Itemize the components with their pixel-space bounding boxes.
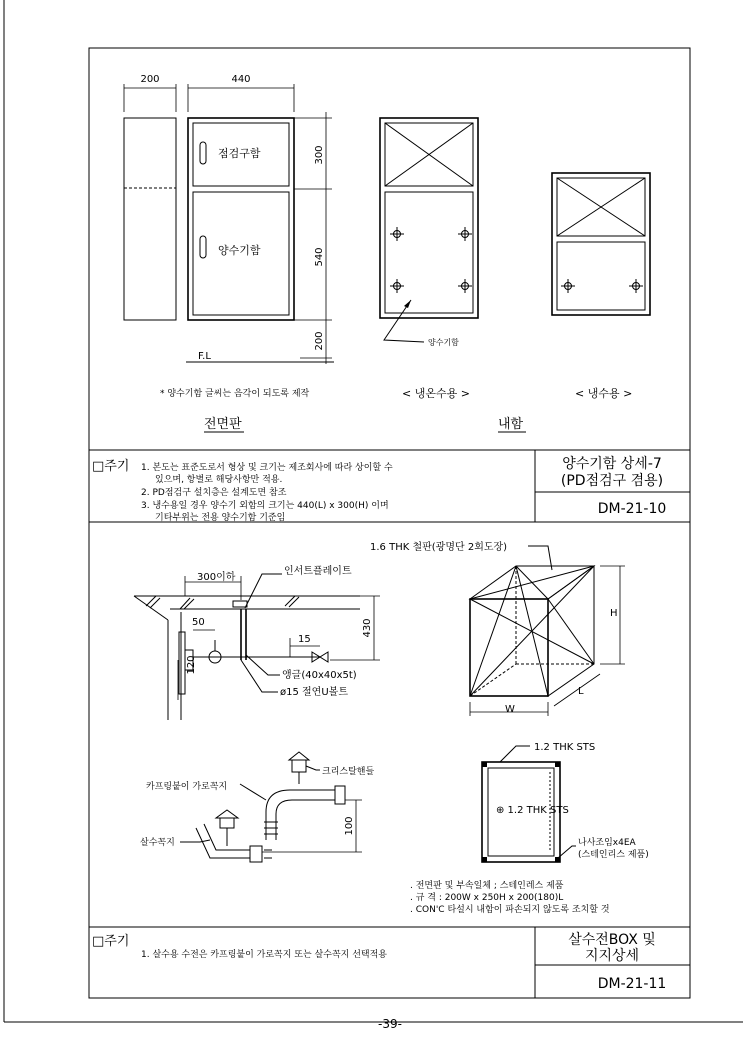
bracket-detail: [134, 574, 380, 720]
dim-300: 300이하: [197, 572, 236, 583]
top-drawing-number: DM-21-10: [597, 501, 667, 517]
inner-box-cold: [552, 173, 650, 315]
label-crystal-handle: 크리스탈핸들: [322, 767, 375, 777]
dim-side-width: 200: [140, 74, 160, 85]
dim-w: W: [505, 704, 515, 715]
top-note-line-2: 있으며, 항별로 해당사항만 적용.: [155, 475, 283, 485]
front-panel-drawing: [124, 74, 334, 364]
label-steel-plate: 1.6 THK 철판(광명단 2회도장): [370, 542, 508, 553]
dim-front-width: 440: [231, 74, 251, 85]
dim-floor-height: 200: [314, 331, 325, 351]
top-note-line-3: 2. PD점검구 설치층은 설계도면 참조: [141, 488, 287, 498]
box-3d: [470, 546, 625, 716]
dim-15: 15: [298, 634, 311, 645]
dim-l: L: [578, 686, 584, 697]
label-screw-2: (스테인리스 제품): [578, 850, 649, 860]
bottom-title-line-2: 지지상세: [584, 948, 640, 964]
label-coupling-faucet: 카프링붙이 가로꼭지: [146, 782, 228, 792]
bottom-title-line-1: 살수전BOX 및: [568, 932, 656, 948]
front-panel-caption: 전면판: [204, 417, 242, 432]
upper-door-label: 점검구함: [218, 147, 261, 160]
label-sts-mid: ⊕ 1.2 THK STS: [496, 805, 569, 816]
top-note-line-1: 1. 본도는 표준도로서 형상 및 크기는 제조회사에 따라 상이할 수: [141, 463, 393, 473]
inner-box-leader-label: 양수기함: [428, 338, 459, 347]
label-sts-top: 1.2 THK STS: [534, 742, 596, 753]
upper-door-handle: [200, 142, 206, 164]
spec-note-2: . 규 격 : 200W x 250H x 200(180)L: [410, 893, 564, 903]
dim-430: 430: [362, 618, 373, 638]
dim-upper-height: 300: [314, 145, 325, 165]
label-screw-1: 나사조임x4EA: [578, 838, 636, 848]
top-note-line-5: 기타부위는 전용 양수기함 기준임: [155, 513, 286, 523]
box-front: [482, 746, 576, 862]
spec-note-1: . 전면판 및 부속일체 ; 스테인레스 제품: [410, 881, 564, 891]
spec-note-3: . CON'C 타설시 내함이 파손되지 않도록 조치할 것: [410, 905, 610, 915]
bottom-drawing-number: DM-21-11: [597, 976, 667, 992]
dim-120: 120: [186, 655, 197, 675]
top-note-line-4: 3. 냉수용일 경우 양수기 외함의 크기는 440(L) x 300(H) 이며: [141, 501, 389, 511]
inner-box-heating: [380, 118, 478, 342]
label-ubolt: ø15 절연U볼트: [280, 687, 348, 698]
label-sprinkler-faucet: 살수꼭지: [140, 838, 175, 848]
floor-label: F.L: [198, 351, 211, 362]
cold-caption: < 냉수용 >: [575, 387, 633, 400]
top-notes-header: □주기: [92, 459, 130, 474]
dim-h: H: [610, 608, 618, 619]
top-title-line-2: (PD점검구 겸용): [560, 473, 664, 489]
dim-50: 50: [192, 617, 205, 628]
dim-lower-height: 540: [314, 247, 325, 267]
lower-door-label: 양수기함: [218, 244, 261, 257]
bottom-note-line-1: 1. 살수용 수전은 카프링붙이 가로꼭지 또는 살수꼭지 선택적용: [141, 950, 387, 960]
dim-100: 100: [344, 816, 355, 836]
top-title-line-1: 양수기함 상세-7: [562, 456, 662, 472]
page-number: -39-: [378, 1017, 402, 1031]
bottom-notes-header: □주기: [92, 934, 130, 949]
lower-door-handle: [200, 236, 206, 258]
heating-caption: < 냉온수용 >: [402, 387, 470, 400]
label-insert-plate: 인서트플레이트: [284, 566, 352, 577]
label-angle: 앵글(40x40x5t): [282, 670, 357, 681]
front-panel-note: * 양수기함 글씨는 음각이 되도록 제작: [160, 389, 310, 399]
inner-box-caption: 내함: [498, 417, 524, 432]
